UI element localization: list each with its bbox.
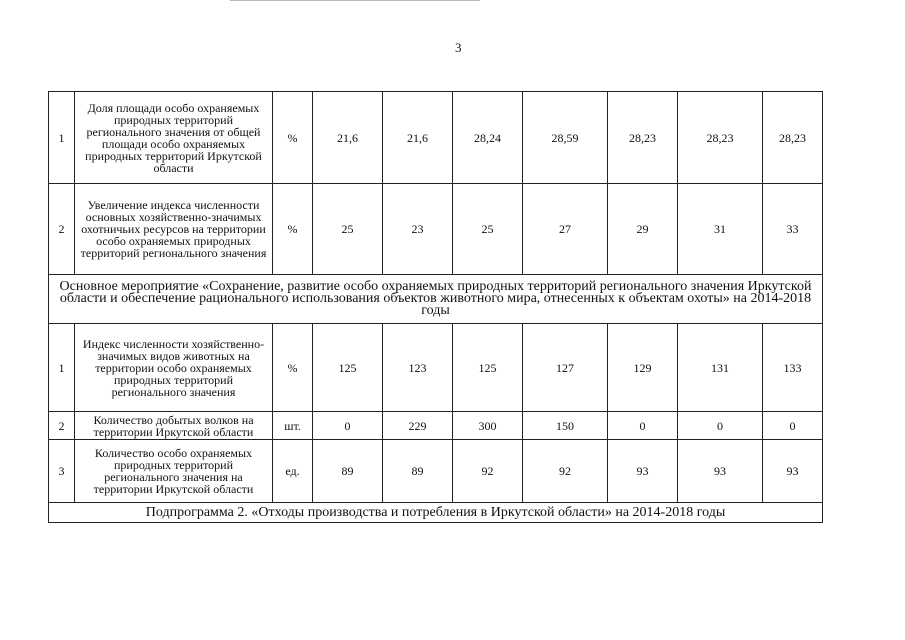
value-cell: 127 bbox=[523, 324, 608, 412]
value-cell: 131 bbox=[678, 324, 763, 412]
value-cell: 21,6 bbox=[383, 92, 453, 184]
value-cell: 28,24 bbox=[453, 92, 523, 184]
value-cell: 0 bbox=[763, 412, 823, 440]
value-cell: 25 bbox=[313, 184, 383, 275]
value-cell: 125 bbox=[453, 324, 523, 412]
value-cell: 33 bbox=[763, 184, 823, 275]
value-cell: 92 bbox=[453, 440, 523, 503]
indicators-table bbox=[48, 91, 823, 523]
indicator-name: Количество добытых волков на территории Иркутской области bbox=[75, 412, 273, 440]
value-cell: 133 bbox=[763, 324, 823, 412]
value-cell: 93 bbox=[763, 440, 823, 503]
value-cell: 0 bbox=[678, 412, 763, 440]
value-cell: 229 bbox=[383, 412, 453, 440]
value-cell: 92 bbox=[523, 440, 608, 503]
value-cell: 89 bbox=[313, 440, 383, 503]
value-cell: 129 bbox=[608, 324, 678, 412]
value-cell: 123 bbox=[383, 324, 453, 412]
value-cell: 21,6 bbox=[313, 92, 383, 184]
section-title: Основное мероприятие «Сохранение, развитие особо охраняемых природных территорий регионального значения Иркутской области и обеспечение рационального использования объектов животного мира, отнесенных к объектам охоты» на 2014-2018 годы bbox=[49, 275, 823, 324]
value-cell: 125 bbox=[313, 324, 383, 412]
indicator-name: Индекс численности хозяйственно-значимых видов животных на территории особо охраняемых природных территорий регионального значения bbox=[75, 324, 273, 412]
value-cell: 28,23 bbox=[678, 92, 763, 184]
value-cell: 25 bbox=[453, 184, 523, 275]
value-cell: 0 bbox=[608, 412, 678, 440]
value-cell: 0 bbox=[313, 412, 383, 440]
value-cell: 93 bbox=[678, 440, 763, 503]
row-number: 2 bbox=[49, 412, 75, 440]
value-cell: 300 bbox=[453, 412, 523, 440]
table-row bbox=[49, 412, 823, 440]
indicator-name: Доля площади особо охраняемых природных территорий регионального значения от общей площади особо охраняемых природных территорий Иркутской области bbox=[75, 92, 273, 184]
value-cell: 89 bbox=[383, 440, 453, 503]
row-number: 1 bbox=[49, 324, 75, 412]
unit: % bbox=[273, 324, 313, 412]
table-row bbox=[49, 92, 823, 184]
value-cell: 27 bbox=[523, 184, 608, 275]
value-cell: 28,23 bbox=[763, 92, 823, 184]
value-cell: 93 bbox=[608, 440, 678, 503]
subprogram-title: Подпрограмма 2. «Отходы производства и потребления в Иркутской области» на 2014-2018 годы bbox=[49, 503, 823, 523]
table-row bbox=[49, 324, 823, 412]
unit: % bbox=[273, 92, 313, 184]
row-number: 1 bbox=[49, 92, 75, 184]
unit: % bbox=[273, 184, 313, 275]
value-cell: 28,23 bbox=[608, 92, 678, 184]
value-cell: 31 bbox=[678, 184, 763, 275]
unit: шт. bbox=[273, 412, 313, 440]
group2 bbox=[49, 324, 823, 503]
table-row bbox=[49, 440, 823, 503]
value-cell: 23 bbox=[383, 184, 453, 275]
group1 bbox=[49, 92, 823, 275]
subprogram-row bbox=[49, 503, 823, 523]
scan-top-line bbox=[230, 0, 480, 1]
section-row bbox=[49, 275, 823, 324]
indicator-name: Количество особо охраняемых природных территорий регионального значения на территории Иркутской области bbox=[75, 440, 273, 503]
table-row bbox=[49, 184, 823, 275]
page-number: 3 bbox=[455, 40, 462, 55]
row-number: 2 bbox=[49, 184, 75, 275]
indicator-name: Увеличение индекса численности основных хозяйственно-значимых охотничьих ресурсов на территории особо охраняемых природных территорий регионального значения bbox=[75, 184, 273, 275]
value-cell: 29 bbox=[608, 184, 678, 275]
value-cell: 28,59 bbox=[523, 92, 608, 184]
row-number: 3 bbox=[49, 440, 75, 503]
value-cell: 150 bbox=[523, 412, 608, 440]
unit: ед. bbox=[273, 440, 313, 503]
